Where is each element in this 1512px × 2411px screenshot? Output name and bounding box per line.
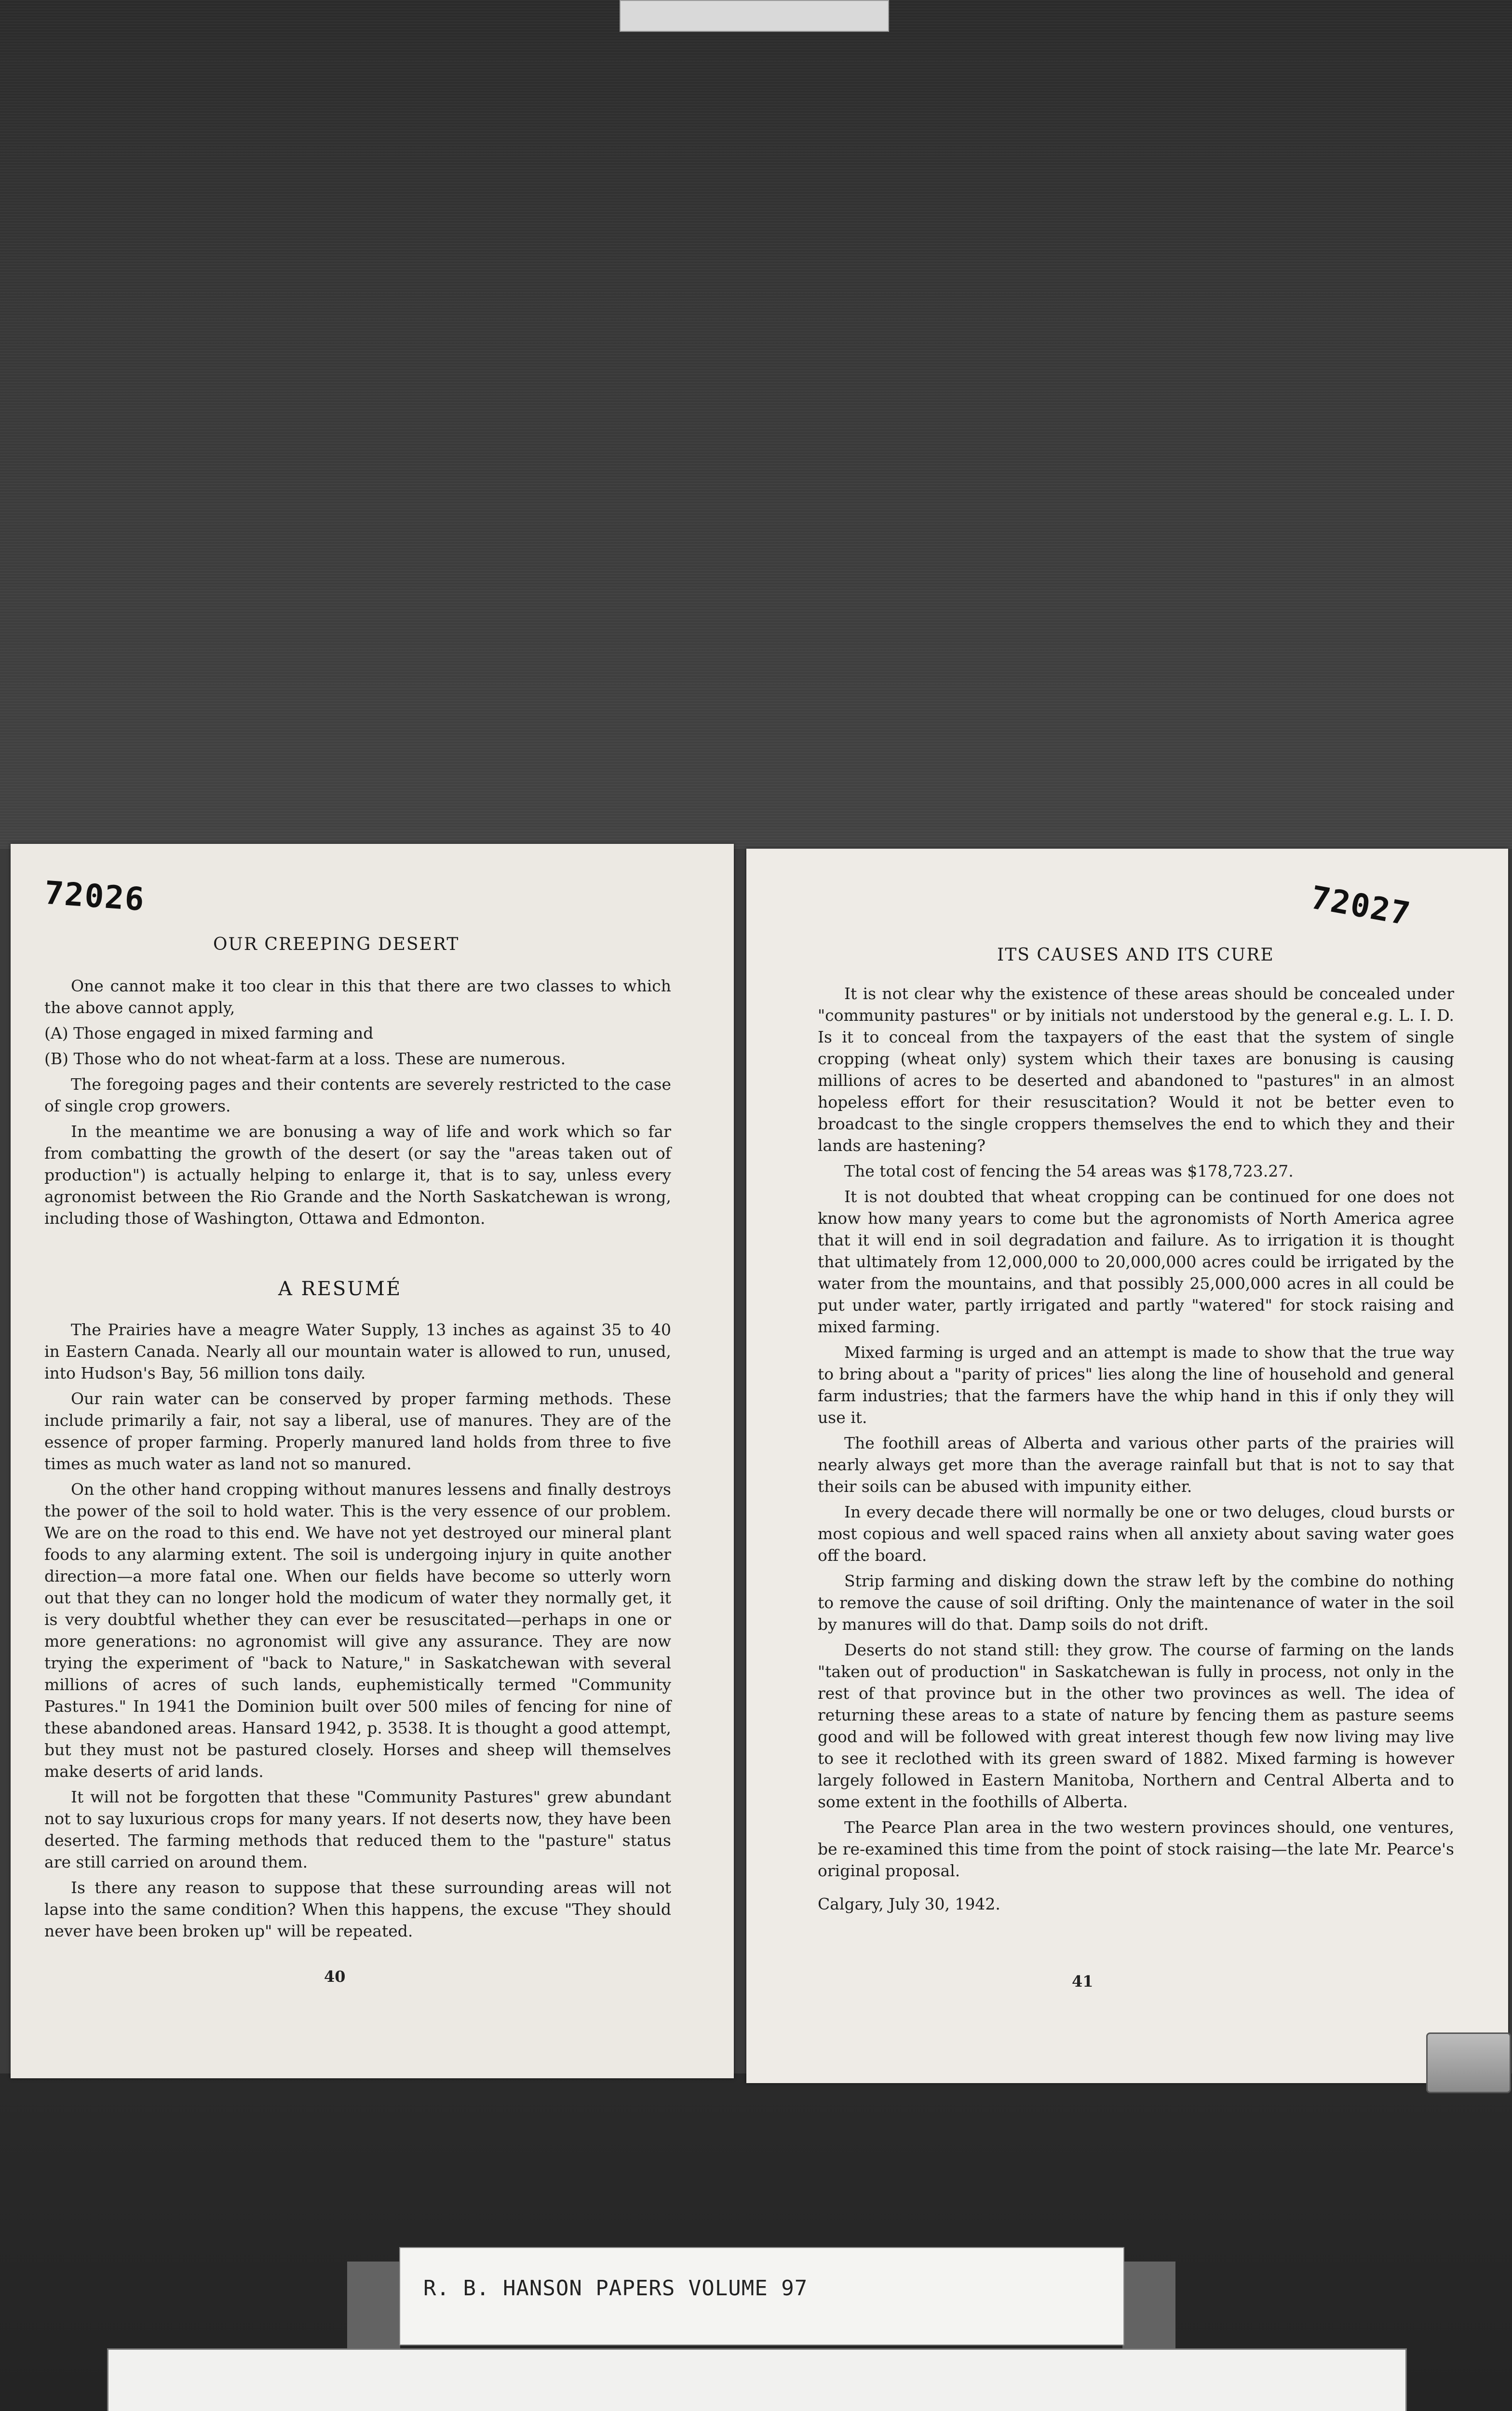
right-page-title: ITS CAUSES AND ITS CURE [997, 945, 1274, 965]
volume-label-text: R. B. HANSON PAPERS VOLUME 97 [423, 2276, 808, 2301]
paragraph: In the meantime we are bonusing a way of life and work which so far from combatting the growth of the desert (or say the "areas taken out of production") is actually helping to enlarge it, that is to say, unless every agronomist between the Rio Grande and the North Saskatchewan is wrong, including those of Washington, Ottawa and Edmonton. [44, 1122, 671, 1228]
paragraph: (B) Those who do not wheat-farm at a loss. These are numerous. [44, 1049, 566, 1068]
tape-left [347, 2262, 400, 2348]
right-page [746, 849, 1508, 2083]
paragraph: Is there any reason to suppose that these surrounding areas will not lapse into the same condition? When this happens, the excuse "They should never have been broken up" will be repeated. [44, 1878, 671, 1940]
paragraph: The total cost of fencing the 54 areas was $178,723.27. [844, 1162, 1294, 1180]
paragraph: One cannot make it too clear in this that there are two classes to which the above cannot apply, [44, 976, 671, 1017]
resume-heading: A RESUMÉ [278, 1278, 402, 1300]
paragraph: It is not doubted that wheat cropping can be continued for one does not know how many years to come but the agronomists of North America agree that it will end in soil degradation and failure. As to irrigation it is thought that ultimately from 12,000,000 to 20,000,000 acres could be irrigated by the water from the mountains, and that possibly 25,000,000 acres in all could be put under water, partly irrigated and partly "watered" for stock raising and mixed farming. [818, 1187, 1454, 1336]
left-page-title: OUR CREEPING DESERT [213, 935, 459, 954]
dark-background-top [0, 0, 1512, 849]
left-page-number: 40 [324, 1967, 346, 1986]
date-line: Calgary, July 30, 1942. [818, 1895, 1000, 1913]
paragraph: (A) Those engaged in mixed farming and [44, 1024, 374, 1043]
right-body-text [818, 983, 1454, 1919]
paragraph: The foothill areas of Alberta and various other parts of the prairies will nearly always get more than the average rainfall but that is not to say that their soils can be abused with impunity either. [818, 1434, 1454, 1496]
paragraph: The Pearce Plan area in the two western provinces should, one ventures, be re-examined this time from the point of stock raising—the late Mr. Pearce's original proposal. [818, 1818, 1454, 1880]
paragraph: In every decade there will normally be one or two deluges, cloud bursts or most copious and well spaced rains when all anxiety about saving water goes off the board. [818, 1503, 1454, 1565]
binder-clip [1426, 2032, 1511, 2093]
volume-label [399, 2247, 1124, 2345]
left-ref-number: 72026 [43, 874, 147, 919]
right-ref-number: 72027 [1308, 879, 1414, 933]
paragraph: Our rain water can be conserved by proper farming methods. These include primarily a fair, not say a liberal, use of manures. They are of the essence of proper farming. Properly manured land holds from three to five times as much water as land not so manured. [44, 1389, 671, 1473]
top-paper-tab [620, 0, 889, 32]
paragraph: It is not clear why the existence of these areas should be concealed under "community pastures" or by initials not understood by the general e.g. L. I. D. Is it to conceal from the taxpayers of the east that the system of single cropping (wheat only) system which their taxes are bonusing is causing millions of acres to be deserted and abandoned to "pastures" in an almost hopeless effort for their resuscitation? Would it not be better even to broadcast to the single croppers themselves the end to which they and their lands are hastening? [818, 984, 1454, 1155]
left-intro-text [44, 975, 671, 1233]
paragraph: It will not be forgotten that these "Community Pastures" grew abundant not to say luxurious crops for many years. If not deserts now, they have been deserted. The farming methods that reduced them to the "pasture" status are still carried on around them. [44, 1788, 671, 1871]
tape-right [1122, 2262, 1175, 2348]
paragraph: The Prairies have a meagre Water Supply, 13 inches as against 35 to 40 in Eastern Canada. Nearly all our mountain water is allowed to run, unused, into Hudson's Bay, 56 million tons daily. [44, 1320, 671, 1382]
paragraph: Deserts do not stand still: they grow. The course of farming on the lands "taken out of production" in Saskatchewan is fully in process, not only in the rest of that province but in the other two provinces as well. The idea of returning these areas to a state of nature by fencing them as pasture seems good and will be followed with great interest though few now living may live to see it reclothed with its green sward of 1882. Mixed farming is however largely followed in Eastern Manitoba, Northern and Central Alberta and to some extent in the foothills of Alberta. [818, 1640, 1454, 1811]
paragraph: The foregoing pages and their contents are severely restricted to the case of single crop growers. [44, 1075, 671, 1115]
paragraph: Mixed farming is urged and an attempt is made to show that the true way to bring about a "parity of prices" lies along the line of household and general farm industries; that the farmers have the whip hand in this if only they will use it. [818, 1343, 1454, 1427]
resume-text [44, 1319, 671, 1946]
archives-stamp [107, 2348, 1407, 2411]
right-page-number: 41 [1072, 1972, 1094, 1991]
left-page [11, 844, 734, 2078]
paragraph: Strip farming and disking down the straw left by the combine do nothing to remove the cause of soil drifting. Only the maintenance of water in the soil by manures will do that. Damp soils do not drift. [818, 1571, 1454, 1634]
paragraph: On the other hand cropping without manures lessens and finally destroys the power of the soil to hold water. This is the very essence of our problem. We are on the road to this end. We have not yet destroyed our mineral plant foods to any alarming extent. The soil is undergoing injury in quite another direction—a more fatal one. When our fields have become so utterly worn out that they can no longer hold the modicum of water they normally get, it is very doubtful whether they can ever be resuscitated—perhaps in one or more generations: no agronomist will give any assurance. They are now trying the experiment of "back to Nature," in Saskatchewan with several millions of acres of such lands, euphemistically termed "Community Pastures." In 1941 the Dominion built over 500 miles of fencing for nine of these abandoned areas. Hansard 1942, p. 3538. It is thought a good attempt, but they must not be pastured closely. Horses and sheep will themselves make deserts of arid lands. [44, 1480, 671, 1781]
